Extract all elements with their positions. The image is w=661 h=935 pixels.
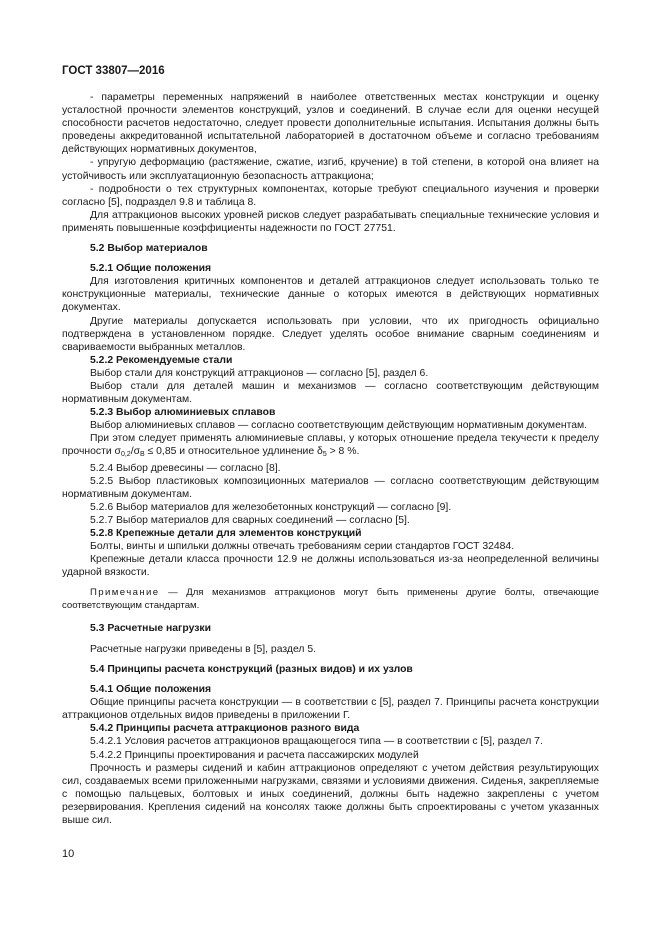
paragraph: Выбор стали для конструкций аттракционов — согласно [5], раздел 6. bbox=[90, 367, 429, 379]
section-heading-5-3: 5.3 Расчетные нагрузки bbox=[90, 622, 211, 634]
paragraph: Выбор стали для деталей машин и механизмов — согласно соответствующим действующим нормативным документам. bbox=[62, 380, 599, 406]
section-heading-5-2: 5.2 Выбор материалов bbox=[90, 243, 208, 255]
section-heading-5-2-3: 5.2.3 Выбор алюминиевых сплавов bbox=[90, 407, 276, 419]
paragraph: 5.2.7 Выбор материалов для сварных соединений — согласно [5]. bbox=[90, 514, 410, 526]
paragraph: Расчетные нагрузки приведены в [5], раздел 5. bbox=[90, 643, 317, 655]
paragraph: Общие принципы расчета конструкции — в соответствии с [5], раздел 7. Принципы расчета конструкции аттракционов отдельных видов приведены в приложении Г. bbox=[62, 697, 599, 722]
subscript: 5 bbox=[322, 451, 327, 459]
page-number: 10 bbox=[62, 848, 75, 860]
paragraph: 5.2.4 Выбор древесины — согласно [8]. bbox=[90, 462, 281, 474]
paragraph: 5.2.6 Выбор материалов для железобетонных конструкций — согласно [9]. bbox=[90, 501, 452, 513]
paragraph: - подробности о тех структурных компонентах, которые требуют специального изучения и проверки согласно [5], подраздел 9.8 и таблица 8. bbox=[62, 183, 599, 208]
document-body bbox=[62, 91, 599, 827]
subscript: B bbox=[140, 451, 145, 459]
text: ≤ 0,85 и относительное удлинение δ bbox=[144, 446, 323, 458]
paragraph: Выбор алюминиевых сплавов — согласно соответствующим действующим нормативным документам. bbox=[90, 420, 588, 432]
section-heading-5-4-1: 5.4.1 Общие положения bbox=[90, 684, 212, 696]
paragraph-formula bbox=[62, 432, 599, 461]
paragraph: - упругую деформацию (растяжение, сжатие, изгиб, кручение) в той степени, в которой она влияет на устойчивость или эксплуатационную безопасность аттракциона; bbox=[62, 157, 599, 182]
paragraph: Для аттракционов высоких уровней рисков следует разрабатывать специальные технические условия и применять повышенные коэффициенты надежности по ГОСТ 27751. bbox=[62, 209, 599, 234]
paragraph: 5.4.2.2 Принципы проектирования и расчета пассажирских модулей bbox=[90, 749, 419, 761]
note-label: Примечание bbox=[90, 587, 160, 599]
paragraph: Другие материалы допускается использовать при условии, что их пригодность официально подтверждена в установленном порядке. Следует уделять особое внимание сварным соединениям и свариваемости выбранных металлов. bbox=[62, 315, 599, 353]
subscript: 0,2 bbox=[120, 451, 131, 459]
section-heading-5-4-2: 5.4.2 Принципы расчета аттракционов разного вида bbox=[90, 723, 360, 735]
section-heading-5-2-2: 5.2.2 Рекомендуемые стали bbox=[90, 354, 233, 366]
section-heading-5-2-1: 5.2.1 Общие положения bbox=[90, 263, 212, 275]
paragraph: Для изготовления критичных компонентов и деталей аттракционов следует использовать только те конструкционные материалы, технические данные о которых имеются в действующих нормативных документах. bbox=[62, 276, 599, 314]
standard-header: ГОСТ 33807—2016 bbox=[62, 65, 165, 77]
paragraph: Прочность и размеры сидений и кабин аттракционов определяют с учетом действия результирующих сил, создаваемых всеми приложенными нагрузками, связями и условиями движения. Сиденья, закрепляемые с помощью пальцевых, болтовых и иных соединений, должны быть надежно закреплены с учетом резервирования. Крепления сидений на консолях также должны быть спроектированы с учетом указанных выше сил. bbox=[62, 762, 599, 826]
note bbox=[62, 587, 599, 611]
section-heading-5-2-8: 5.2.8 Крепежные детали для элементов конструкций bbox=[90, 528, 362, 539]
note-text: — Для механизмов аттракционов могут быть применены другие болты, отвечающие соответствующим стандартам. bbox=[62, 587, 599, 611]
paragraph: Крепежные детали класса прочности 12.9 не должны использоваться из-за неопределенной величины ударной вязкости. bbox=[62, 554, 599, 579]
text: > 8 %. bbox=[326, 446, 360, 458]
paragraph: - параметры переменных напряжений в наиболее ответственных местах конструкции и оценку усталостной прочности элементов конструкций, узлов и соединений. В случае если для оценки несущей способности расчетов недостаточно, следует провести дополнительные испытания. Испытания должны быть проведены аккредитованной испытательной лабораторией в достаточном объеме и согласно требованиям действующих нормативных документов, bbox=[62, 92, 599, 156]
paragraph: 5.4.2.1 Условия расчетов аттракционов вращающегося типа — в соответствии с [5], раздел 7. bbox=[90, 736, 543, 748]
text: /σ bbox=[130, 446, 140, 458]
paragraph: Болты, винты и шпильки должны отвечать требованиям серии стандартов ГОСТ 32484. bbox=[90, 541, 515, 553]
section-heading-5-4: 5.4 Принципы расчета конструкций (разных видов) и их узлов bbox=[90, 663, 413, 675]
paragraph: 5.2.5 Выбор пластиковых композиционных материалов — согласно соответствующим действующим нормативным документам. bbox=[62, 475, 599, 500]
text: При этом следует применять алюминиевые сплавы, у которых отношение предела текучести к пределу прочности σ bbox=[62, 433, 599, 458]
